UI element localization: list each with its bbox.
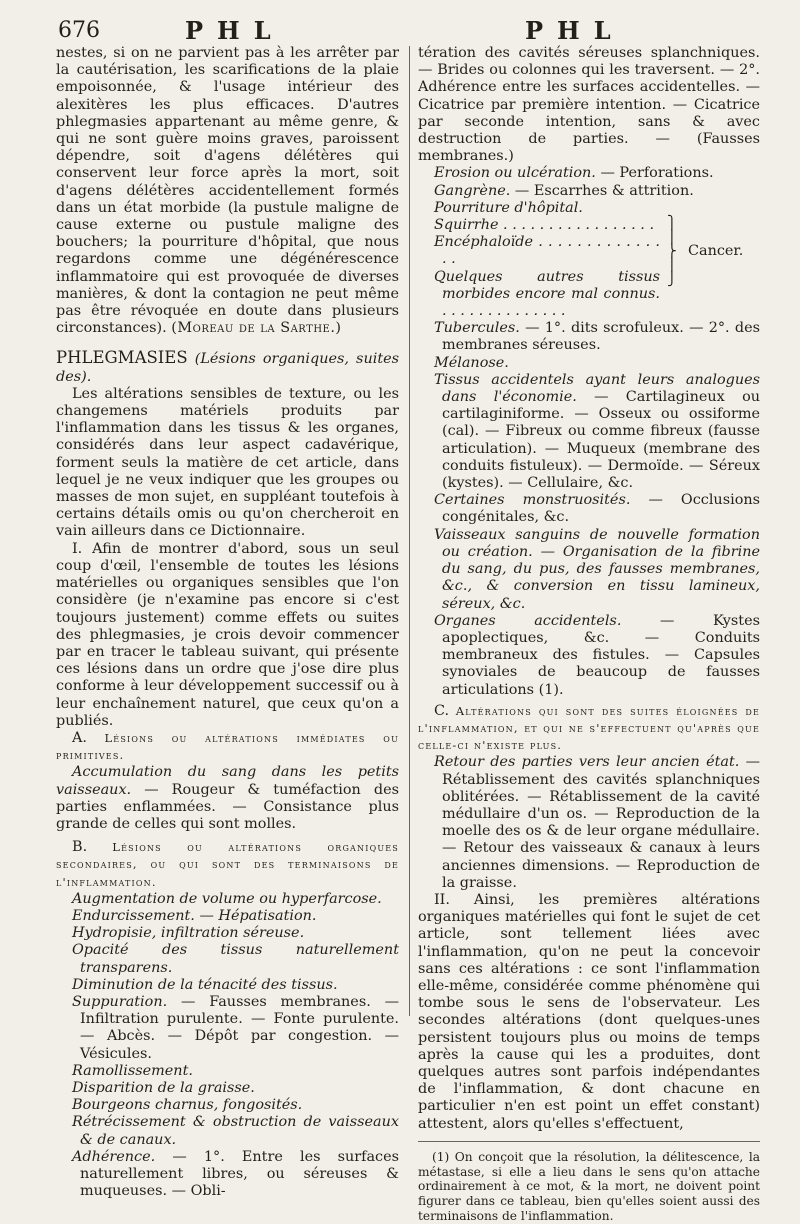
- list-item: [418, 183, 760, 200]
- paragraph-definition: Les altérations sensibles de texture, ou les changemens matériels produits par l'inflammation dans les tissus & les organes, considérés dans leur aspect cadavérique, forment seuls la matière de cet article, dans lequel je ne veux indiquer que les groupes ou masses de mon sujet, en suppléant toutefois à certains détails omis ou qu'on chercheroit en vain ailleurs dans ce Dictionnaire.: [56, 385, 399, 540]
- list-item: [418, 320, 760, 354]
- cancer-group: [418, 217, 760, 320]
- list-item: Augmentation de volume ou hyperfarcose.: [72, 890, 382, 907]
- running-head-right: PHL: [525, 16, 625, 45]
- list-item-italic: Organes accidentels.: [434, 612, 622, 629]
- list-item-italic: Retour des parties vers leur ancien état.: [434, 754, 740, 771]
- list-item-rest: — Rétablissement des cavités splanchniques oblitérées. — Rétablissement de la cavité médullaire d'un os. — Reproduction de la moelle des os & de leur organe médullaire. — Retour des vaisseaux & canaux à leurs anciennes dimensions. — Reproduction de la graisse.: [442, 754, 761, 891]
- list-item-italic: Erosion ou ulcération.: [434, 165, 596, 182]
- cancer-label: Cancer.: [688, 243, 744, 260]
- section-a-text-rest: — Rougeur & tuméfaction des parties enflammées. — Consistance plus grande de celles qui sont molles.: [56, 781, 399, 832]
- section-b-title: Lésions ou altérations organiques secondaires, ou qui sont des terminaisons de l'inflammation.: [56, 840, 399, 889]
- section-c-label: C.: [434, 702, 450, 719]
- list-item: Opacité des tissus naturellement transparens.: [72, 942, 399, 976]
- list-item-rest: — Kystes apoplectiques, &c. — Conduits membraneux des fistules. — Capsules synoviales de beaucoup de fausses articulations (1).: [442, 612, 760, 698]
- section-b-heading: [56, 839, 399, 891]
- list-item: Disparition de la graisse.: [72, 1079, 255, 1096]
- list-item-italic: Adhérence.: [72, 1148, 156, 1165]
- cancer-item: Quelques autres tissus morbides encore mal connus. . . . . . . . . . . . . . .: [434, 268, 660, 320]
- left-column: [56, 45, 399, 1200]
- section-b-label: B.: [72, 839, 88, 856]
- paragraph-intro: [56, 45, 399, 337]
- list-item: [418, 492, 760, 526]
- footnote-rule: [418, 1141, 760, 1142]
- running-head-left: PHL: [185, 16, 285, 45]
- paragraph-intro-text: nestes, si on ne parvient pas à les arrêter par la cautérisation, les scarifications de la plaie empoisonnée, & l'usage intérieur des alexitères les plus efficaces. D'autres phlegmasies appartenant au même genre, & qui ne sont guère moins graves, paroissent dépendre, soit d'agens délétères qui conservent leur force après la mort, soit d'agens délétères accidentellement formés dans un état morbide (la pustule maligne de cause externe ou pustule maligne des bouchers; la pourriture d'hôpital, que nous regardons comme une dégénérescence inflammatoire qui est provoquée de diverses manières, & dont la contagion ne peut même pas être révoquée en doute dans plusieurs circonstances).: [56, 45, 399, 337]
- list-item: [418, 754, 760, 892]
- page-number: 676: [58, 18, 100, 43]
- article-title-main: PHLEGMASIES: [56, 348, 188, 368]
- list-item-italic: Certaines monstruosités.: [434, 492, 631, 509]
- column-divider: [409, 46, 410, 1016]
- author-signature: (Moreau de la Sarthe.): [171, 320, 342, 337]
- list-item-rest: — 1°. dits scrofuleux. — 2°. des membranes séreuses.: [442, 320, 760, 354]
- list-item-rest: — Perforations.: [600, 165, 714, 182]
- section-a-label: A.: [72, 729, 87, 746]
- article-title-sub: (Lésions organiques, suites des).: [56, 351, 400, 385]
- article-title: [56, 349, 399, 385]
- list-item-rest: — Occlusions congénitales, &c.: [442, 492, 761, 526]
- list-item: Mélanose.: [434, 354, 509, 371]
- list-item: Pourriture d'hôpital.: [434, 199, 583, 216]
- list-item: Ramollissement.: [72, 1062, 193, 1079]
- footnote: (1) On conçoit que la résolution, la délitescence, la métastase, si elle a lieu dans le sens qu'on attache ordinairement à ce mot, & la mort, ne doivent point figurer dans ce tableau, bien qu'elles soient aussi des terminaisons de l'inflammation.: [418, 1149, 760, 1223]
- section-a-heading: [56, 730, 399, 764]
- right-column: [418, 45, 760, 1224]
- list-item: Diminution de la ténacité des tissus.: [72, 976, 338, 993]
- list-item: [56, 1149, 399, 1201]
- list-item: Rétrécissement & obstruction de vaisseaux & de canaux.: [72, 1114, 399, 1148]
- list-item-rest: — Escarrhes & attrition.: [514, 182, 694, 199]
- list-item-rest: — 1°. Entre les surfaces naturellement libres, ou séreuses & muqueuses. — Obli-: [80, 1148, 399, 1200]
- cancer-item: Squirrhe . . . . . . . . . . . . . . . . .: [434, 217, 655, 234]
- section-a-title: Lésions ou altérations immédiates ou primitives.: [56, 730, 400, 763]
- section-a-text-italic: Accumulation du sang dans les petits vaisseaux.: [56, 764, 399, 798]
- list-item: Bourgeons charnus, fongosités.: [72, 1097, 303, 1114]
- list-item: Hydropisie, infiltration séreuse.: [72, 925, 305, 942]
- list-item-italic: Suppuration.: [72, 993, 168, 1010]
- list-item: [418, 613, 760, 699]
- section-c-title: Altérations qui sont des suites éloignées de l'inflammation, et qui ne s'effectuent qu'après que celle-ci n'existe plus.: [418, 703, 761, 753]
- list-item: [56, 994, 399, 1063]
- section-a-text: [56, 764, 399, 833]
- paragraph-section-two: II. Ainsi, les premières altérations organiques matérielles qui font le sujet de cet article, sont tellement liées avec l'inflammation, qu'on ne peut la concevoir sans ces altérations : ce sont l'inflammation elle-même, considérée comme phénomène qui tombe sous le sens de l'observateur. Les secondes altérations (dont quelques-unes persistent toujours plus ou moins de temps après la cause qui les a produites, dont quelques autres sont parfois indépendantes de l'inflammation, & dont chacune en particulier n'en est point un effet constant) attestent, alors qu'elles s'effectuent,: [418, 891, 760, 1132]
- list-item: [418, 165, 760, 182]
- brace-icon: ⎫ ⎪ ⎬ ⎪ ⎭: [667, 216, 677, 288]
- paragraph-continuation: tération des cavités séreuses splanchniques. — Brides ou colonnes qui les traversent. — 2°. Adhérence entre les surfaces accidentelles. — Cicatrice par première intention. — Cicatrice par seconde intention, sans & avec destruction de parties. — (Fausses membranes.): [418, 45, 760, 165]
- paragraph-section-one: I. Afin de montrer d'abord, sous un seul coup d'œil, l'ensemble de toutes les lésions matérielles ou organiques sensibles que l'on considère (je n'examine pas encore si c'est toujours justement) comme effets ou suites des phlegmasies, je crois devoir commencer par en tracer le tableau suivant, qui présente ces lésions dans un ordre que j'ose dire plus conforme à leur développement successif ou à leur enchaînement naturel, que ceux qu'on a publiés.: [56, 540, 399, 729]
- list-item-italic: Tissus accidentels ayant leurs analogues dans l'économie.: [434, 371, 760, 406]
- list-item: Endurcissement. — Hépatisation.: [72, 907, 317, 924]
- list-item-italic: Tubercules.: [434, 320, 520, 337]
- section-c-heading: [418, 703, 760, 755]
- list-item: [418, 372, 760, 492]
- list-item-italic: Gangrène.: [434, 182, 511, 199]
- cancer-item: Encéphaloïde . . . . . . . . . . . . . . .: [434, 234, 660, 268]
- list-item: Vaisseaux sanguins de nouvelle formation ou création. — Organisation de la fibrine du sang, du pus, des fausses membranes, &c., & conversion en tissu lamineux, séreux, &c.: [434, 526, 760, 612]
- list-item-rest: — Fausses membranes. — Infiltration purulente. — Fonte purulente. — Abcès. — Dépôt par congestion. — Vésicules.: [80, 993, 399, 1062]
- list-item-rest: — Cartilagineux ou cartilaginiforme. — Osseux ou ossiforme (cal). — Fibreux ou comme fibreux (fausse articulation). — Muqueux (membrane des conduits fistuleux). — Dermoïde. — Séreux (kystes). — Cellulaire, &c.: [442, 389, 760, 492]
- running-header: [0, 14, 800, 44]
